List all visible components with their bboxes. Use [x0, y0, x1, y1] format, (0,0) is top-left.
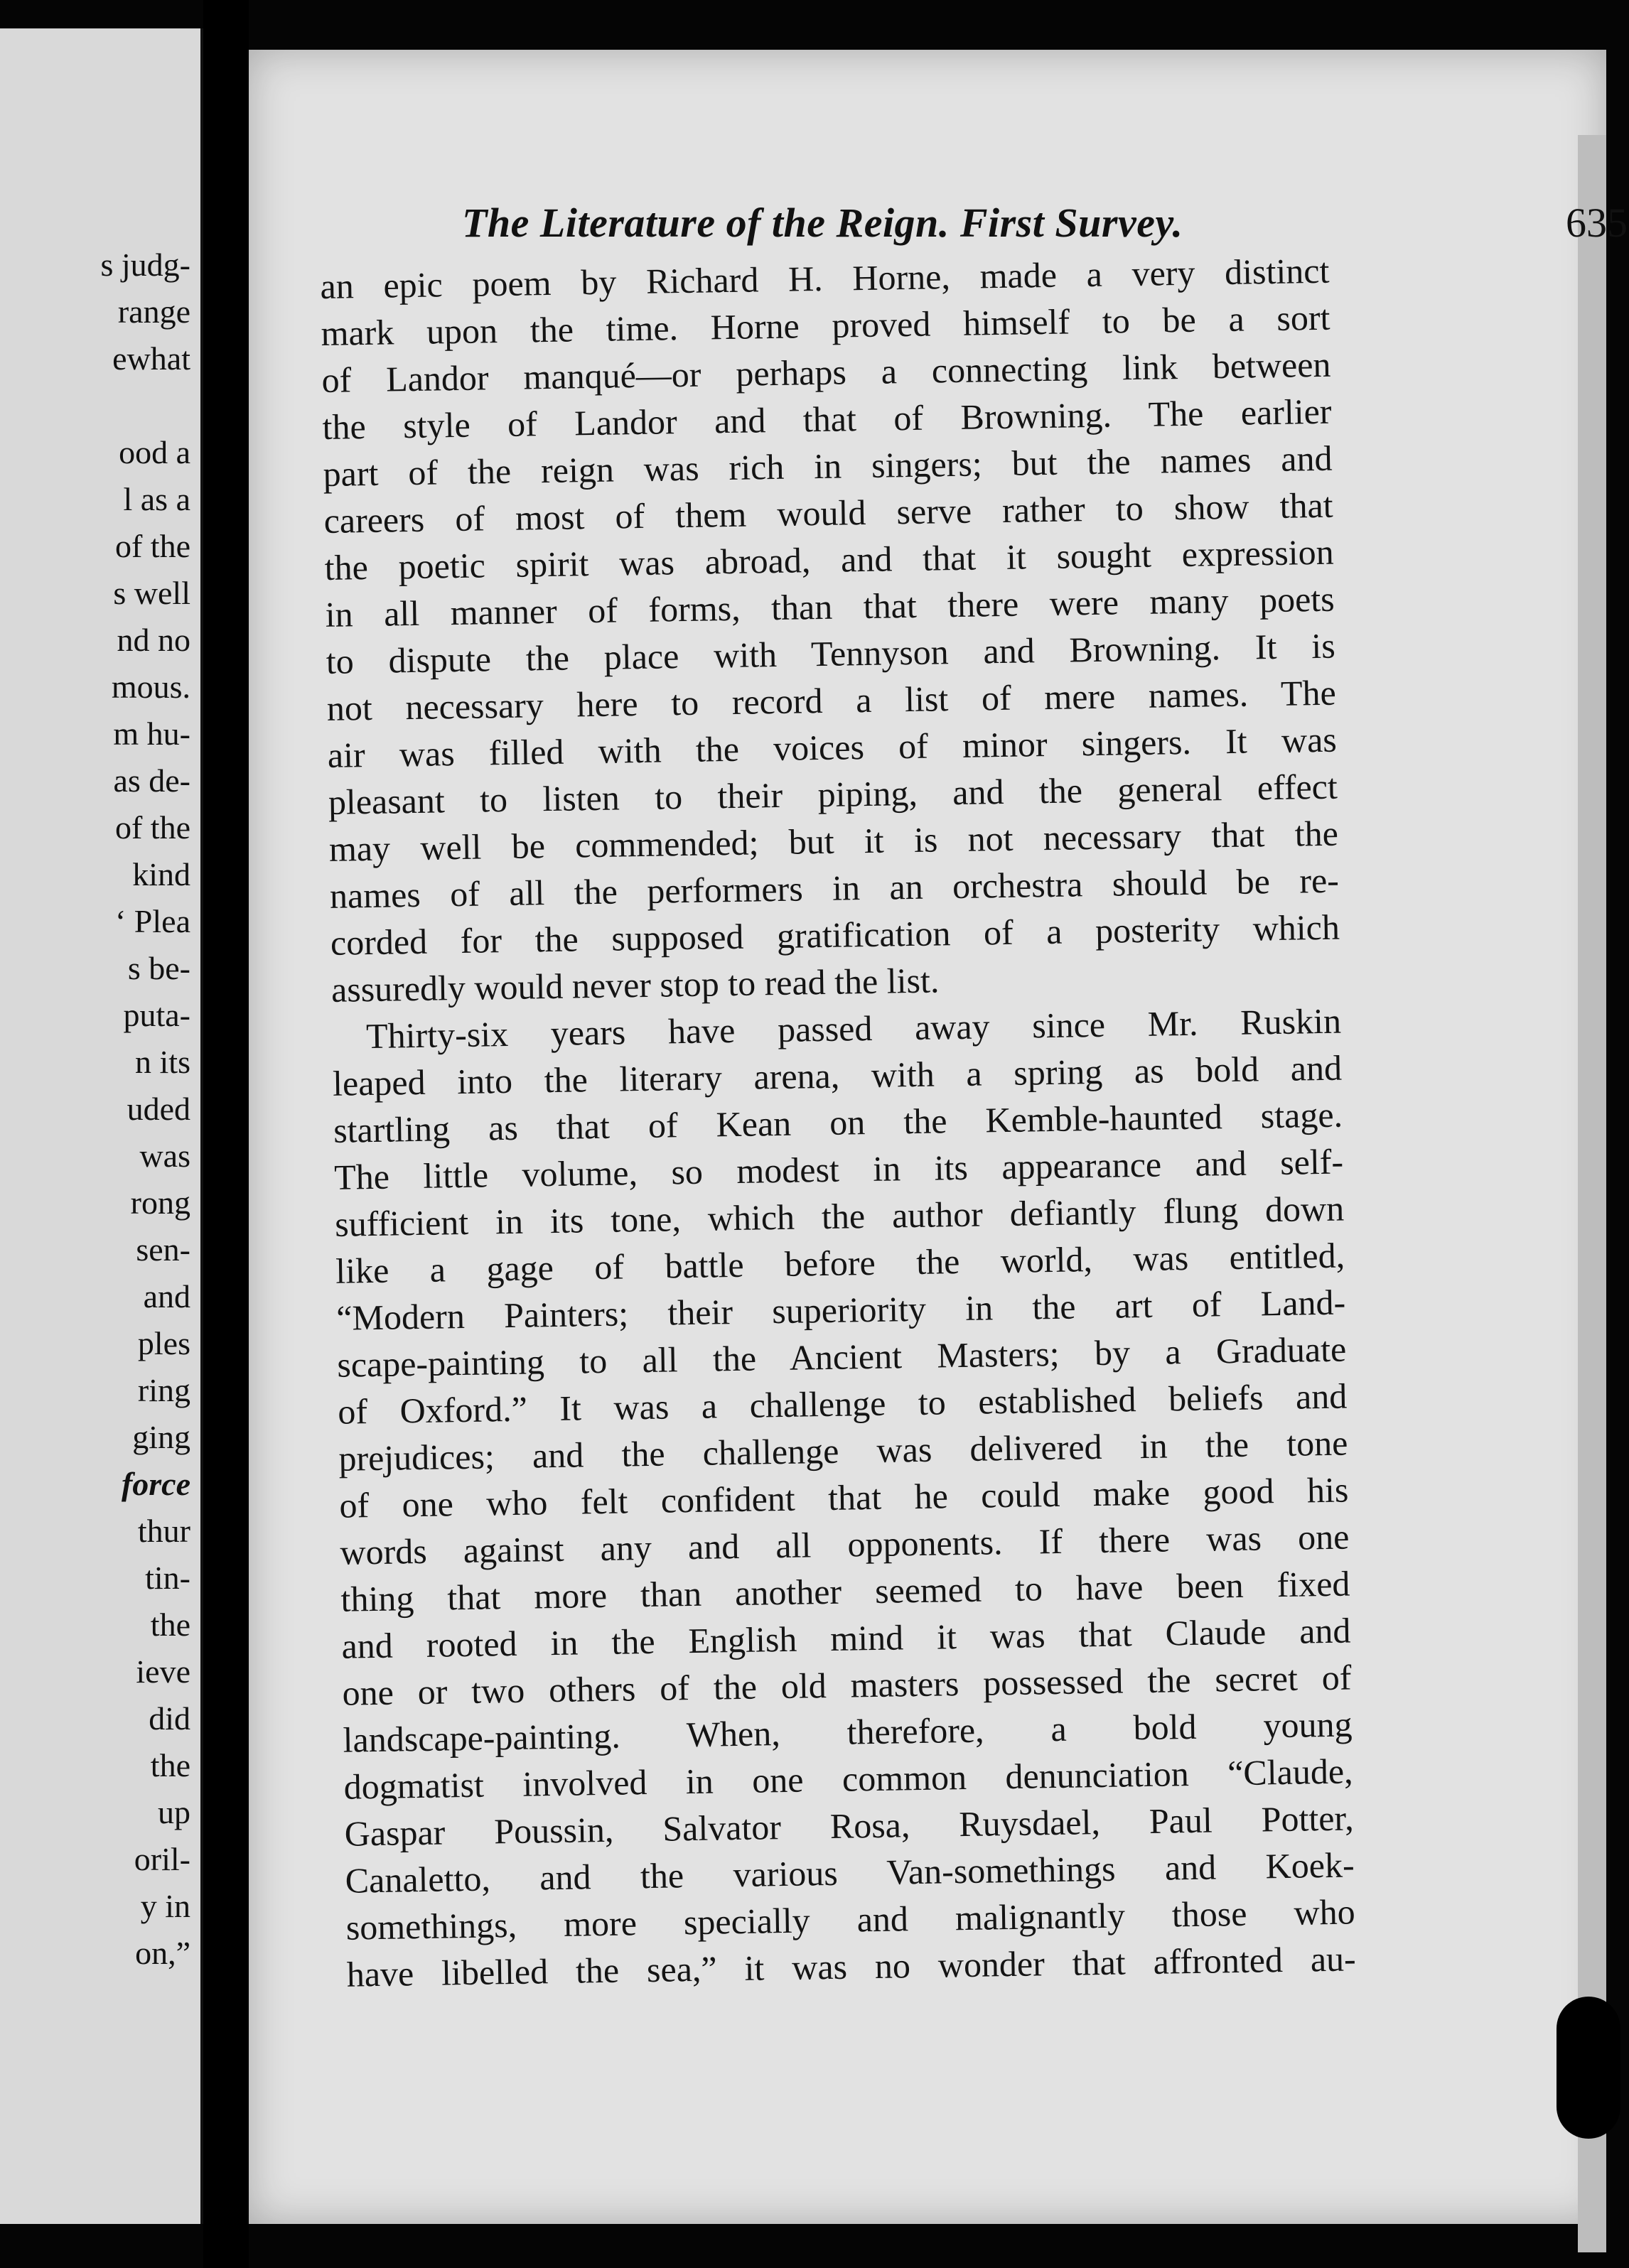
- text-line: careers of most of them would serve rather to show that: [323, 485, 1333, 541]
- facing-page-line: of the: [114, 528, 190, 564]
- facing-page-line: the: [150, 1606, 190, 1643]
- page-edge: [1578, 135, 1606, 2252]
- page-number: 635: [1566, 200, 1628, 246]
- text-line: an epic poem by Richard H. Horne, made a very distinct: [320, 250, 1330, 306]
- facing-page-line: nd no: [117, 622, 190, 658]
- text-line: like a gage of battle before the world, was entitled,: [335, 1235, 1345, 1291]
- running-title: The Literature of the Reign. First Survey.: [462, 200, 1183, 246]
- text-line: sufficient in its tone, which the author defiantly flung down: [334, 1188, 1345, 1244]
- text-line: of one who felt confident that he could make good his: [339, 1469, 1349, 1526]
- text-line: of Landor manqué—or perhaps a connecting link between: [321, 344, 1331, 400]
- facing-page-line: rong: [130, 1184, 190, 1221]
- facing-page-line: and: [143, 1278, 190, 1314]
- facing-page-line: was: [139, 1138, 190, 1174]
- text-line: Gaspar Poussin, Salvator Rosa, Ruysdael, Paul Potter,: [344, 1798, 1354, 1854]
- text-line: the poetic spirit was abroad, and that it sought expression: [324, 531, 1335, 588]
- text-line: words against any and all opponents. If there was one: [340, 1516, 1350, 1572]
- paragraph-start-line: Thirty-six years have passed away since Mr. Ruskin: [365, 1000, 1342, 1057]
- facing-page-line: force: [121, 1466, 190, 1502]
- facing-page-line: y in: [140, 1888, 190, 1924]
- facing-page-line: kind: [132, 856, 190, 892]
- facing-page-line: ples: [137, 1325, 190, 1361]
- facing-page-line: mous.: [111, 669, 190, 705]
- facing-page-line: n its: [135, 1044, 190, 1080]
- facing-page-line: uded: [127, 1091, 190, 1127]
- text-line: the style of Landor and that of Browning. The earlier: [322, 391, 1332, 447]
- facing-page-line: m hu-: [113, 716, 190, 752]
- facing-page-line: sen-: [136, 1231, 190, 1268]
- text-line: names of all the performers in an orchestra should be re-: [329, 860, 1340, 916]
- facing-page-line: the: [150, 1747, 190, 1783]
- book-gutter: [203, 0, 249, 2268]
- text-line: one or two others of the old masters possessed the secret of: [342, 1657, 1352, 1713]
- text-line: dogmatist involved in one common denunciation “Claude,: [343, 1751, 1353, 1807]
- text-line: leaped into the literary arena, with a spring as bold and: [332, 1047, 1343, 1103]
- facing-page-line: ‘ Plea: [114, 903, 190, 939]
- text-line: landscape-painting. When, therefore, a bold young: [343, 1704, 1353, 1760]
- facing-page-line: range: [117, 293, 190, 330]
- text-line: have libelled the sea,” it was no wonder that affronted au-: [346, 1938, 1357, 1994]
- text-line: part of the reign was rich in singers; but the names and: [323, 438, 1333, 494]
- text-line: to dispute the place with Tennyson and Browning. It is: [326, 625, 1336, 681]
- facing-page-line: ieve: [136, 1653, 190, 1690]
- facing-page-line: ging: [132, 1419, 190, 1455]
- text-line: “Modern Painters; their superiority in the art of Land-: [335, 1282, 1346, 1338]
- facing-page-line: of the: [114, 809, 190, 846]
- text-line: startling as that of Kean on the Kemble-haunted stage.: [333, 1094, 1343, 1150]
- text-line: Canaletto, and the various Van-somethings and Koek-: [345, 1845, 1355, 1901]
- text-line: mark upon the time. Horne proved himself to be a sort: [321, 297, 1330, 353]
- facing-page-line: did: [149, 1700, 190, 1737]
- text-line: somethings, more specially and malignantly those who: [345, 1891, 1356, 1948]
- facing-page-line: thur: [137, 1513, 190, 1549]
- facing-page-line: ood a: [119, 434, 190, 470]
- text-line: scape-painting to all the Ancient Masters; by a Graduate: [336, 1329, 1347, 1385]
- text-line: of Oxford.” It was a challenge to established beliefs and: [337, 1376, 1348, 1432]
- facing-page-fragment: [0, 28, 203, 2224]
- facing-page-line: ring: [137, 1372, 190, 1408]
- facing-page-line: l as a: [123, 481, 190, 517]
- text-line: not necessary here to record a list of mere names. The: [326, 672, 1337, 728]
- text-line: pleasant to listen to their piping, and the general effect: [328, 766, 1338, 822]
- book-page: [249, 50, 1628, 2224]
- facing-page-line: s judg-: [100, 247, 190, 283]
- text-line: prejudices; and the challenge was delivered in the tone: [338, 1422, 1348, 1479]
- text-line: may well be commended; but it is not necessary that the: [328, 813, 1339, 869]
- facing-page-line: puta-: [123, 997, 190, 1033]
- text-line: thing that more than another seemed to have been fixed: [340, 1563, 1350, 1619]
- facing-page-line: up: [158, 1794, 190, 1830]
- body-text: [320, 247, 1356, 1998]
- facing-page-line: tin-: [145, 1560, 190, 1596]
- text-line: corded for the supposed gratification of a posterity which: [330, 907, 1340, 963]
- facing-page-line: ewhat: [112, 340, 190, 377]
- facing-page-line: oril-: [134, 1841, 190, 1877]
- text-line: in all manner of forms, than that there were many poets: [325, 578, 1335, 634]
- facing-page-line: s be-: [127, 950, 190, 986]
- text-line: air was filled with the voices of minor singers. It was: [327, 719, 1338, 775]
- facing-page-line: as de-: [113, 762, 190, 799]
- scan-blot: [1557, 1997, 1620, 2139]
- facing-page-line: s well: [113, 575, 190, 611]
- facing-page-line: on,”: [135, 1935, 190, 1971]
- text-line: and rooted in the English mind it was that Claude and: [341, 1610, 1351, 1666]
- text-line: The little volume, so modest in its appearance and self-: [333, 1141, 1344, 1197]
- paragraph-end-line: assuredly would never stop to read the list.: [330, 960, 940, 1010]
